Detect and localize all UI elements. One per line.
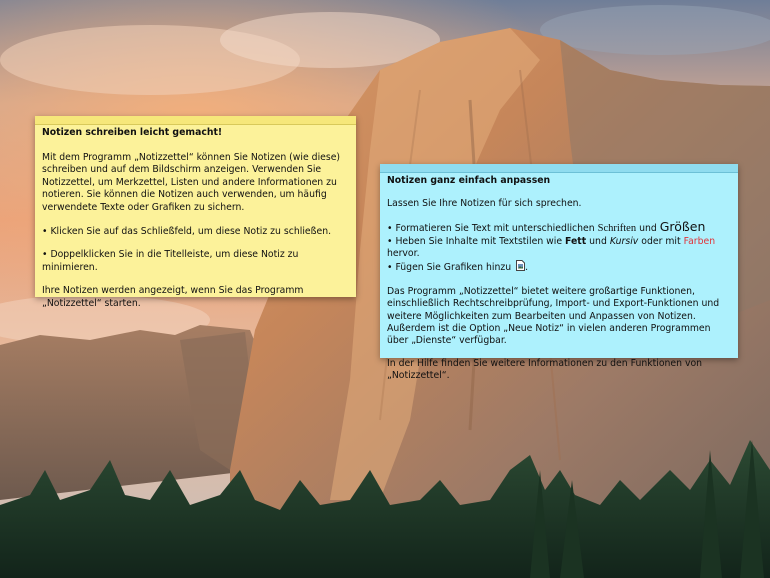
note-text-area[interactable]	[35, 116, 356, 311]
bullet-text: .	[525, 262, 529, 274]
note-intro: Lassen Sie Ihre Notizen für sich sprechen.	[387, 198, 582, 210]
note-text-area[interactable]	[380, 164, 738, 383]
note-title: Notizen schreiben leicht gemacht!	[42, 127, 223, 138]
note-bullet-close: • Klicken Sie auf das Schließfeld, um diese Notiz zu schließen.	[42, 225, 332, 237]
note-paragraph-help: In der Hilfe finden Sie weitere Informationen zu den Funktionen von „Notizzettel“.	[387, 358, 703, 382]
image-file-icon	[516, 260, 525, 275]
bullet-text: und	[636, 223, 660, 235]
note-paragraph-features: Das Programm „Notizzettel“ bietet weitere großartige Funktionen, einschließlich Rechtschreibprüfung, Import- und Export-Funktionen und weitere Möglichkeiten zum Bearbeiten und Anpassen von Notizen. Außerdem ist die Option „Neue Notiz“ in vielen anderen Programmen über „Dienste“ verfügbar.	[387, 286, 720, 347]
bullet-text: hervor.	[387, 247, 420, 259]
note-bullet-styles	[387, 236, 731, 260]
bullet-text: oder mit	[638, 235, 684, 247]
bullet-text: und	[586, 235, 610, 247]
bullet-text: • Fügen Sie Grafiken hinzu	[387, 262, 515, 274]
sizes-word: Größen	[659, 219, 706, 235]
note-paragraph-start: Ihre Notizen werden angezeigt, wenn Sie das Programm „Notizzettel“ starten.	[42, 285, 304, 309]
sticky-note-yellow[interactable]	[35, 116, 356, 309]
bullet-text: • Heben Sie Inhalte mit Textstilen wie	[387, 235, 566, 247]
fonts-word: Schriften	[597, 223, 637, 235]
note-bullet-graphics	[387, 260, 731, 275]
bold-word: Fett	[565, 235, 587, 247]
note-paragraph: Mit dem Programm „Notizzettel“ können Sie Notizen (wie diese) schreiben und auf dem Bildschirm anzeigen. Verwenden Sie Notizzettel, um Merkzettel, Listen und andere Informationen zu notieren. Sie können die Notizen auch verwenden, um häufig verwendete Texte oder Grafiken zu sichern.	[42, 151, 341, 213]
colors-word: Farben	[683, 235, 716, 247]
note-bullet-formatting	[387, 221, 731, 235]
note-title: Notizen ganz einfach anpassen	[387, 175, 551, 186]
sticky-note-blue[interactable]	[380, 164, 738, 382]
bullet-text: • Formatieren Sie Text mit unterschiedlichen	[387, 223, 598, 235]
note-bullet-minimize: • Doppelklicken Sie in die Titelleiste, um diese Notiz zu minimieren.	[42, 249, 299, 273]
italic-word: Kursiv	[609, 235, 639, 247]
